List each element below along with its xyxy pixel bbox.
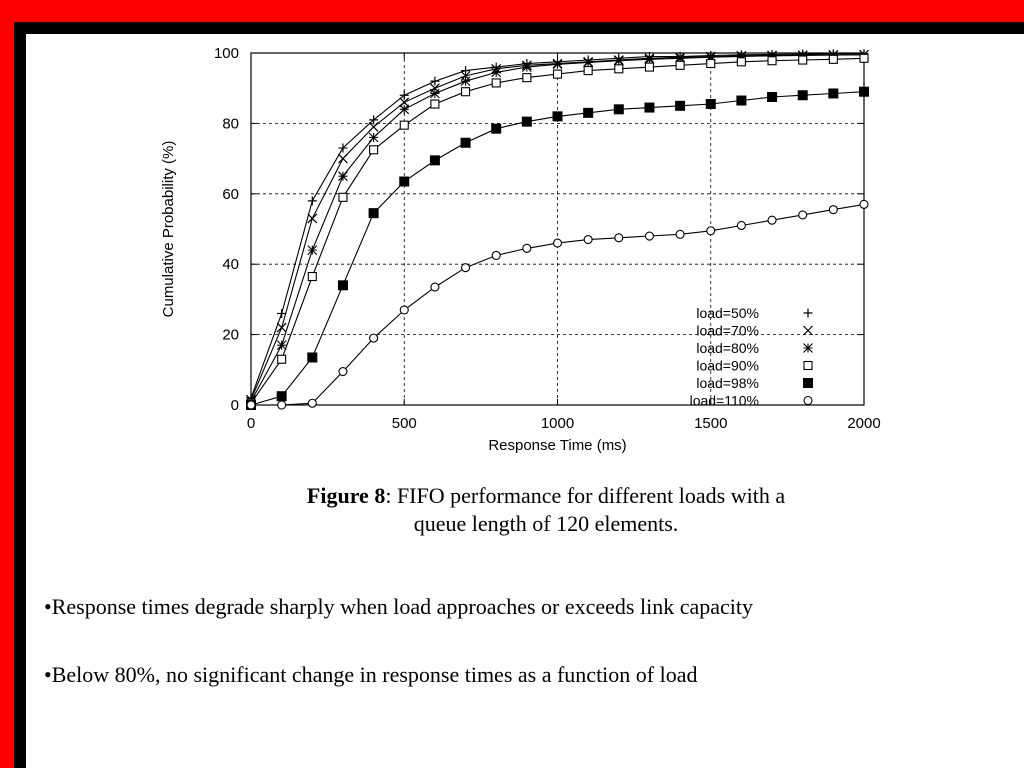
series-line-3 <box>251 58 864 403</box>
y-tick-label-2: 40 <box>222 256 239 274</box>
figure-caption-text-2: queue length of 120 elements. <box>413 511 679 536</box>
series-5-point-6 <box>431 283 439 291</box>
series-5-point-5 <box>400 306 408 314</box>
series-2-point-9 <box>522 63 531 72</box>
series-3-point-19 <box>829 55 837 63</box>
series-2-point-8 <box>492 68 501 77</box>
figure-caption-text-1: : FIFO performance for different loads with a <box>385 483 786 508</box>
legend-label-2: load=80% <box>696 340 759 356</box>
series-5-point-11 <box>584 236 592 244</box>
bullet-2: •Below 80%, no significant change in response times as a function of load <box>44 662 698 687</box>
series-1-point-1 <box>277 323 286 332</box>
series-5-point-2 <box>308 399 316 407</box>
series-3-point-11 <box>584 67 592 75</box>
series-5-point-13 <box>645 232 653 240</box>
series-4-point-6 <box>430 156 439 165</box>
series-5-point-7 <box>462 264 470 272</box>
series-5-point-14 <box>676 230 684 238</box>
series-5-point-12 <box>615 234 623 242</box>
series-4-point-14 <box>676 101 685 110</box>
y-tick-label-0: 0 <box>230 397 239 414</box>
series-5-point-3 <box>339 368 347 376</box>
series-4-point-11 <box>584 108 593 117</box>
series-2-point-10 <box>553 60 562 69</box>
slide-border <box>14 22 1024 768</box>
series-3-point-15 <box>707 60 715 68</box>
series-4-point-10 <box>553 112 562 121</box>
series-5-point-8 <box>492 251 500 259</box>
series-2-point-11 <box>584 58 593 67</box>
series-4-point-8 <box>492 124 501 133</box>
series-2-point-7 <box>461 77 470 86</box>
series-4-point-2 <box>308 353 317 362</box>
series-3-point-6 <box>431 100 439 108</box>
y-tick-label-5: 100 <box>213 45 239 62</box>
legend-label-5: load=110% <box>689 392 759 409</box>
series-4-point-16 <box>737 96 746 105</box>
series-3-point-3 <box>339 193 347 201</box>
series-2-point-13 <box>645 55 654 64</box>
series-5-point-1 <box>278 401 286 409</box>
series-3-point-2 <box>308 273 316 281</box>
series-4-point-7 <box>461 138 470 147</box>
series-4-point-18 <box>798 91 807 100</box>
series-3-point-20 <box>860 54 868 62</box>
series-3-point-12 <box>615 65 623 73</box>
series-4-point-4 <box>369 209 378 218</box>
series-5-point-20 <box>860 200 868 208</box>
series-2-point-6 <box>430 89 439 98</box>
series-0-point-2 <box>308 196 317 205</box>
series-5-point-10 <box>554 239 562 247</box>
series-5-point-15 <box>707 227 715 235</box>
series-0-point-7 <box>461 66 470 75</box>
series-5-point-17 <box>768 216 776 224</box>
series-4-point-1 <box>277 392 286 401</box>
series-1-point-3 <box>338 154 347 163</box>
series-3-point-16 <box>737 58 745 66</box>
legend-marker-4 <box>804 379 813 388</box>
x-tick-label-3: 1500 <box>694 415 728 432</box>
legend-marker-1 <box>804 326 813 335</box>
slide-content <box>26 34 1024 768</box>
series-3-point-7 <box>462 88 470 96</box>
legend-label-0: load=50% <box>696 305 759 321</box>
series-5-point-9 <box>523 244 531 252</box>
series-3-point-8 <box>492 79 500 87</box>
bullet-1: •Response times degrade sharply when load approaches or exceeds link capacity <box>44 594 754 619</box>
series-1-point-2 <box>308 214 317 223</box>
series-2-point-4 <box>369 133 378 142</box>
legend-marker-0 <box>804 309 813 318</box>
y-axis-label: Cumulative Probability (%) <box>160 140 177 318</box>
x-tick-label-0: 0 <box>246 415 256 432</box>
series-4-point-17 <box>768 93 777 102</box>
y-tick-label-4: 80 <box>222 115 239 133</box>
legend-marker-2 <box>804 344 813 353</box>
series-2-point-12 <box>614 56 623 65</box>
series-line-0 <box>251 54 864 398</box>
y-tick-label-3: 60 <box>222 185 239 203</box>
x-tick-label-4: 2000 <box>847 415 881 432</box>
x-axis-label: Response Time (ms) <box>488 437 627 454</box>
series-5-point-0 <box>247 401 255 409</box>
series-3-point-14 <box>676 61 684 69</box>
series-2-point-2 <box>308 246 317 255</box>
series-3-point-18 <box>799 56 807 64</box>
legend-label-1: load=70% <box>696 322 759 339</box>
series-4-point-5 <box>400 177 409 186</box>
legend-marker-5 <box>804 397 812 405</box>
figure-label: Figure 8 <box>306 483 386 508</box>
series-3-point-10 <box>554 70 562 78</box>
series-5-point-4 <box>370 334 378 342</box>
y-tick-label-1: 20 <box>222 326 239 344</box>
series-4-point-20 <box>860 87 869 96</box>
legend-label-4: load=98% <box>696 375 759 391</box>
series-2-point-5 <box>400 105 409 114</box>
series-4-point-12 <box>614 105 623 114</box>
series-5-point-16 <box>737 221 745 229</box>
x-tick-label-2: 1000 <box>540 415 575 432</box>
series-3-point-13 <box>645 63 653 71</box>
series-3-point-5 <box>400 121 408 129</box>
series-4-point-3 <box>338 281 347 290</box>
figure-caption <box>146 482 946 538</box>
series-4-point-15 <box>706 100 715 109</box>
series-5-point-19 <box>829 206 837 214</box>
series-4-point-13 <box>645 103 654 112</box>
legend-marker-3 <box>804 362 812 370</box>
series-2-point-3 <box>338 172 347 181</box>
cumulative-probability-chart <box>26 34 1024 474</box>
series-5-point-18 <box>799 211 807 219</box>
series-2-point-1 <box>277 341 286 350</box>
legend-label-3: load=90% <box>696 357 759 374</box>
series-4-point-9 <box>522 117 531 126</box>
series-3-point-4 <box>370 146 378 154</box>
series-3-point-1 <box>278 355 286 363</box>
series-4-point-19 <box>829 89 838 98</box>
series-3-point-9 <box>523 74 531 82</box>
series-3-point-17 <box>768 57 776 65</box>
x-tick-label-1: 500 <box>391 415 417 432</box>
